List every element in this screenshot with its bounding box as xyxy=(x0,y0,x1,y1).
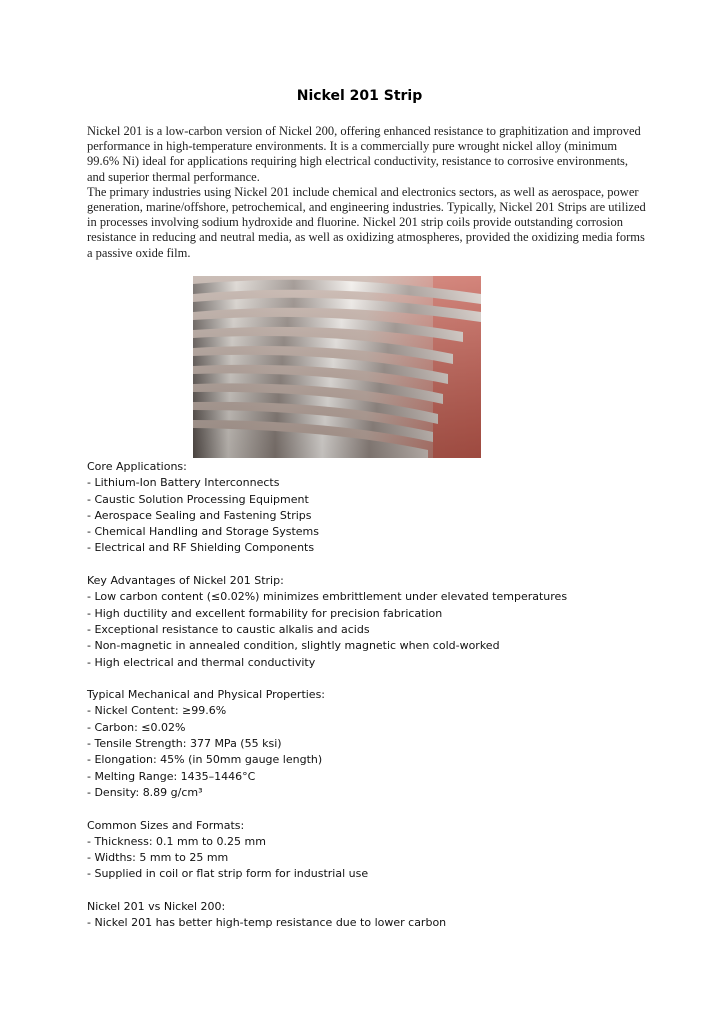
list-item: - High electrical and thermal conductivity xyxy=(87,655,316,669)
section-heading: Typical Mechanical and Physical Properties: xyxy=(87,688,326,702)
list-item: - Nickel 201 has better high-temp resistance due to lower carbon xyxy=(87,916,447,930)
list-item: - High ductility and excellent formability for precision fabrication xyxy=(87,606,443,620)
section-3 xyxy=(87,818,687,883)
list-item: - Exceptional resistance to caustic alkalis and acids xyxy=(87,622,370,636)
list-item: - Density: 8.89 g/cm³ xyxy=(87,785,203,799)
list-item: - Chemical Handling and Storage Systems xyxy=(87,525,320,539)
intro-paragraph-2: The primary industries using Nickel 201 include chemical and electronics sectors, as well as aerospace, power generation, marine/offshore, petrochemical, and engineering industries. Typically, Nickel 201 Strips are utilized in processes involving sodium hydroxide and fluorine. Nickel 201 strip coils provide outstanding corrosion resistance in reducing and neutral media, as well as oxidizing atmospheres, provided the oxidizing media forms a passive oxide film. xyxy=(87,184,646,260)
list-item: - Electrical and RF Shielding Components xyxy=(87,541,315,555)
intro-text xyxy=(87,124,647,261)
spec-lists xyxy=(87,459,687,948)
section-heading: Key Advantages of Nickel 201 Strip: xyxy=(87,574,284,588)
list-item: - Supplied in coil or flat strip form for industrial use xyxy=(87,867,369,881)
list-item: - Non-magnetic in annealed condition, slightly magnetic when cold-worked xyxy=(87,639,500,653)
list-item: - Low carbon content (≤0.02%) minimizes embrittlement under elevated temperatures xyxy=(87,590,568,604)
list-item: - Widths: 5 mm to 25 mm xyxy=(87,851,229,865)
section-heading: Core Applications: xyxy=(87,460,187,473)
list-item: - Thickness: 0.1 mm to 0.25 mm xyxy=(87,834,266,848)
section-4 xyxy=(87,899,687,932)
list-item: - Nickel Content: ≥99.6% xyxy=(87,704,227,718)
list-item: - Elongation: 45% (in 50mm gauge length) xyxy=(87,753,323,767)
list-item: - Carbon: ≤0.02% xyxy=(87,720,186,734)
page-title: Nickel 201 Strip xyxy=(296,88,423,104)
section-2 xyxy=(87,687,687,801)
list-item: - Lithium-Ion Battery Interconnects xyxy=(87,476,280,490)
section-heading: Nickel 201 vs Nickel 200: xyxy=(87,900,226,914)
nickel-strip-coil-photo xyxy=(193,276,481,458)
list-item: - Caustic Solution Processing Equipment xyxy=(87,492,309,506)
list-item: - Melting Range: 1435–1446°C xyxy=(87,769,256,783)
list-item: - Aerospace Sealing and Fastening Strips xyxy=(87,508,312,522)
section-1 xyxy=(87,573,687,671)
intro-paragraph-1: Nickel 201 is a low-carbon version of Nickel 200, offering enhanced resistance to graphitization and improved performance in high-temperature environments. It is a commercially pure wrought nickel alloy (minimum 99.6% Ni) ideal for applications requiring high electrical conductivity, resistance to corrosive environments, and superior thermal performance. xyxy=(87,124,641,184)
section-heading: Common Sizes and Formats: xyxy=(87,818,245,832)
section-0 xyxy=(87,459,687,557)
list-item: - Tensile Strength: 377 MPa (55 ksi) xyxy=(87,737,282,751)
